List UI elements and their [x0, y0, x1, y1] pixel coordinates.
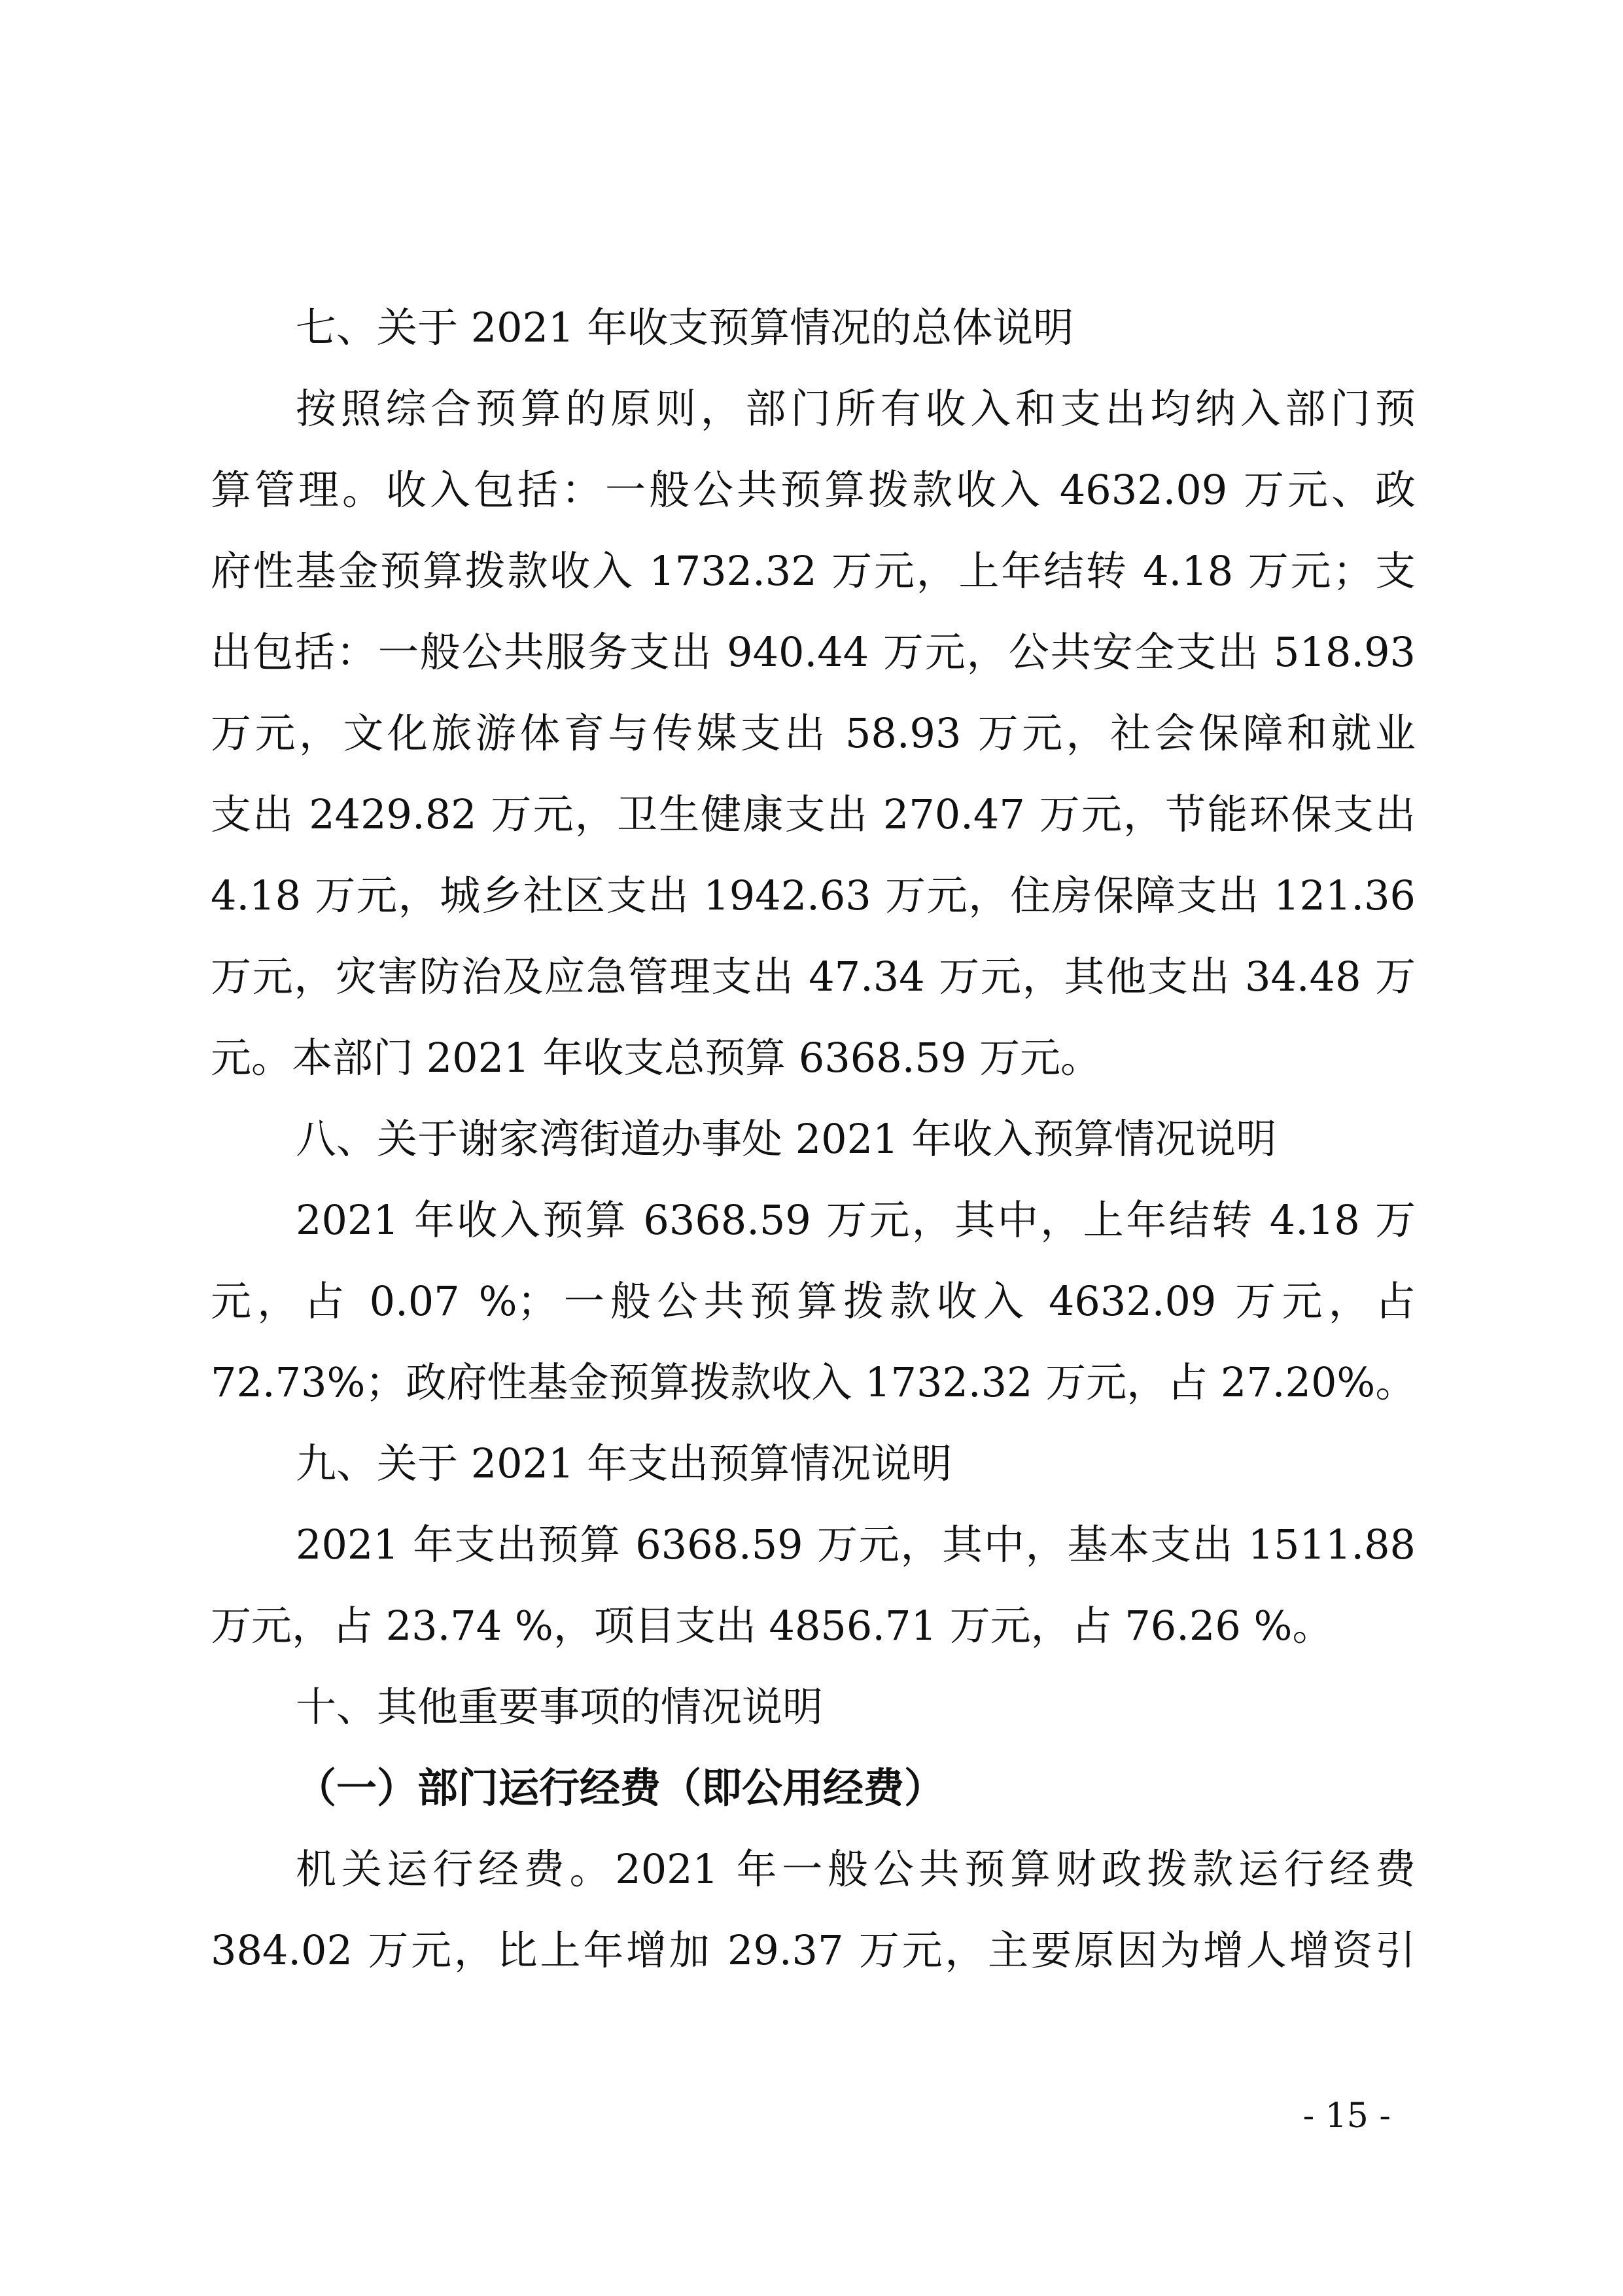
paragraph-line: 元。本部门 2021 年收支总预算 6368.59 万元。: [211, 1034, 1102, 1082]
paragraph-line: 元，占 0.07 %；一般公共预算拨款收入 4632.09 万元，占: [211, 1277, 1416, 1325]
paragraph-line: 2021 年支出预算 6368.59 万元，其中，基本支出 1511.88: [296, 1521, 1416, 1568]
paragraph-line: 算管理。收入包括：一般公共预算拨款收入 4632.09 万元、政: [211, 466, 1416, 514]
paragraph-line: 支出 2429.82 万元，卫生健康支出 270.47 万元，节能环保支出: [211, 790, 1416, 838]
subsection-heading: （一）部门运行经费（即公用经费）: [296, 1764, 945, 1812]
paragraph-line: 4.18 万元，城乡社区支出 1942.63 万元，住房保障支出 121.36: [211, 872, 1416, 919]
paragraph-line: 府性基金预算拨款收入 1732.32 万元，上年结转 4.18 万元；支: [211, 547, 1416, 595]
section-heading-8: 八、关于谢家湾街道办事处 2021 年收入预算情况说明: [296, 1115, 1277, 1163]
paragraph-line: 万元，占 23.74 %，项目支出 4856.71 万元，占 76.26 %。: [211, 1602, 1333, 1650]
section-heading-9: 九、关于 2021 年支出预算情况说明: [296, 1439, 952, 1487]
page-number: - 15 -: [1302, 2096, 1391, 2136]
paragraph-line: 2021 年收入预算 6368.59 万元，其中，上年结转 4.18 万: [296, 1196, 1416, 1244]
paragraph-line: 万元，文化旅游体育与传媒支出 58.93 万元，社会保障和就业: [211, 709, 1416, 757]
paragraph-line: 384.02 万元，比上年增加 29.37 万元，主要原因为增人增资引: [211, 1926, 1416, 1974]
section-heading-10: 十、其他重要事项的情况说明: [296, 1683, 824, 1731]
paragraph-line: 72.73%；政府性基金预算拨款收入 1732.32 万元，占 27.20%。: [211, 1358, 1416, 1406]
document-body: [211, 304, 1416, 2011]
section-heading-7: 七、关于 2021 年收支预算情况的总体说明: [296, 304, 1074, 351]
paragraph-line: 出包括：一般公共服务支出 940.44 万元，公共安全支出 518.93: [211, 628, 1416, 676]
paragraph-line: 万元，灾害防治及应急管理支出 47.34 万元，其他支出 34.48 万: [211, 953, 1416, 1000]
paragraph-line: 按照综合预算的原则，部门所有收入和支出均纳入部门预: [296, 385, 1416, 433]
paragraph-line: 机关运行经费。2021 年一般公共预算财政拨款运行经费: [296, 1845, 1416, 1893]
